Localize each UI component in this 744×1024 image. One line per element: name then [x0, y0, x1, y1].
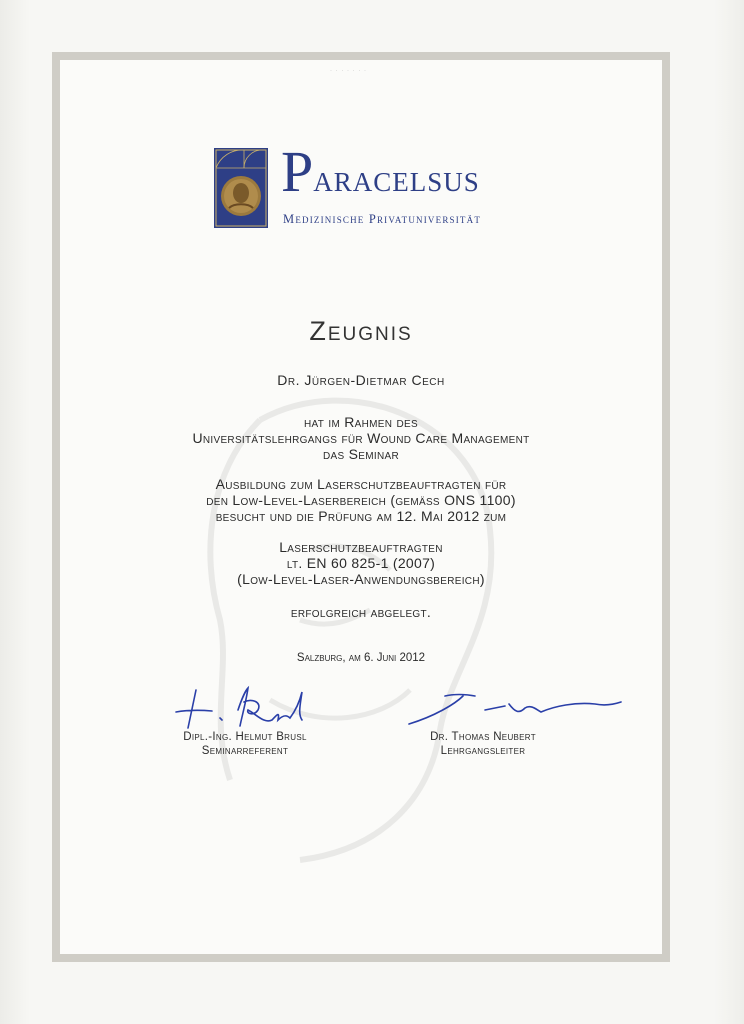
text-line: hat im Rahmen des: [304, 414, 418, 430]
text-line: (Low-Level-Laser-Anwendungsbereich): [237, 571, 485, 587]
place-date: Salzburg, am 6. Juni 2012: [296, 652, 426, 664]
right-signature-icon: [405, 688, 625, 728]
right-signatory: [398, 730, 568, 758]
text-line: lt. EN 60 825-1 (2007): [286, 555, 436, 571]
qualification-block: [60, 539, 662, 587]
text-line: Laserschutzbeauftragten: [279, 539, 443, 555]
text-line: Ausbildung zum Laserschutzbeauftragten für: [215, 476, 507, 492]
university-logo: [214, 148, 268, 228]
logo-initial: P: [281, 139, 314, 204]
text-line: das Seminar: [323, 446, 399, 462]
logo-wordmark-rest: ARACELSUS: [313, 167, 480, 197]
logo-emblem-icon: [214, 148, 268, 228]
left-signatory-role: Seminarreferent: [201, 745, 289, 757]
intro-block: [60, 414, 662, 462]
text-line: besucht und die Prüfung am 12. Mai 2012 zum: [215, 508, 507, 524]
seminar-block: [60, 476, 662, 524]
right-signatory-role: Lehrgangsleiter: [440, 745, 526, 757]
logo-subtitle: Medizinische Privatuniversität: [283, 212, 482, 226]
right-signatory-name: Dr. Thomas Neubert: [430, 731, 536, 743]
logo-wordmark: [281, 139, 480, 204]
text-line: den Low-Level-Laserbereich (gemäss ONS 1100): [206, 492, 516, 508]
top-ornament: · · · · · · ·: [330, 68, 367, 74]
text-line: Universitätslehrgangs für Wound Care Management: [192, 430, 530, 446]
result-text: erfolgreich abgelegt.: [290, 604, 432, 620]
left-signatory: [160, 730, 330, 758]
certificate-title: Zeugnis: [309, 316, 413, 346]
recipient-name: Dr. Jürgen-Dietmar Cech: [277, 372, 445, 388]
left-signatory-name: Dipl.-Ing. Helmut Brusl: [183, 731, 307, 743]
